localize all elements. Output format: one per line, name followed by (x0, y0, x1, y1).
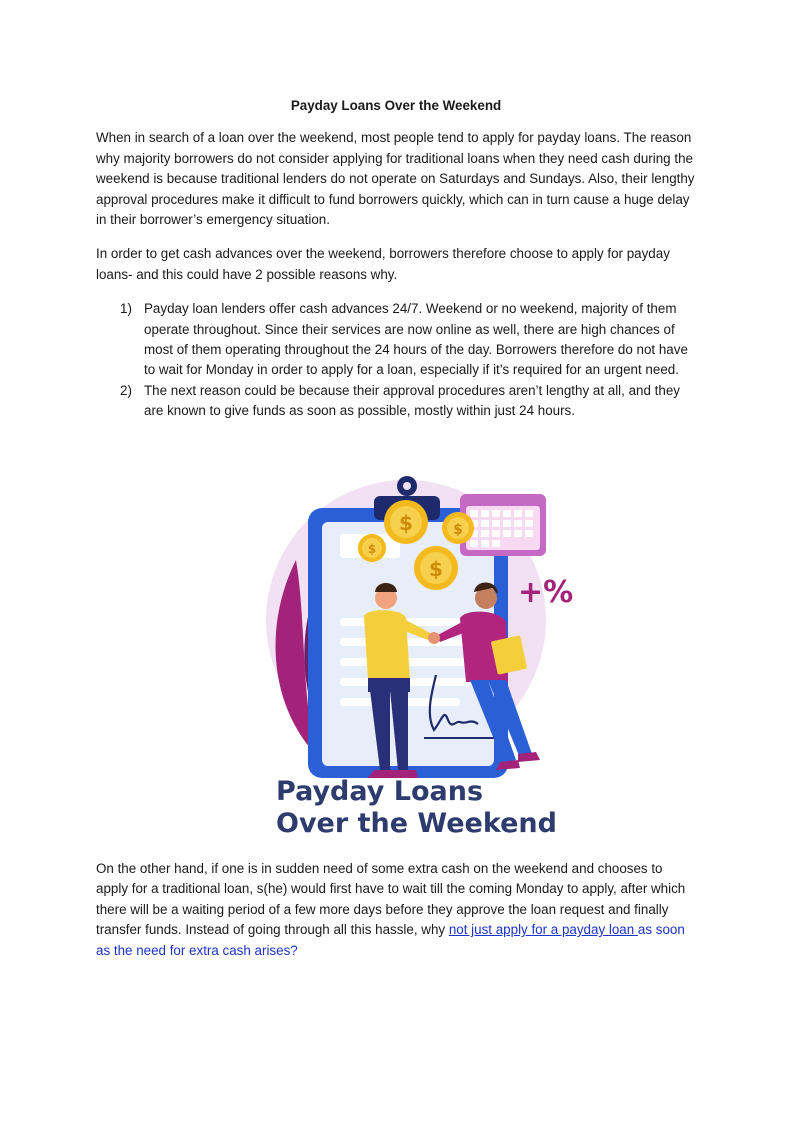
payday-loan-link[interactable]: not just apply for a payday loan (448, 922, 638, 938)
list-number: 2) (120, 382, 132, 398)
paragraph-closing (96, 859, 696, 961)
list-item-text: The next reason could be because their approval procedures aren’t lengthy at all, and they are known to give funds as soon as possible, mostly within just 24 hours. (144, 382, 680, 419)
payday-loans-illustration (256, 470, 576, 840)
svg-text:$: $ (399, 511, 413, 535)
handshake (428, 632, 440, 644)
illustration-svg (256, 470, 576, 840)
coin-icon (414, 546, 458, 590)
paragraph-intro: When in search of a loan over the weekend, most people tend to apply for payday loans. The reason why majority borrowers do not consider applying for traditional loans when they need cash during the weekend is because traditional lenders do not operate on Saturdays and Sundays. Also, their lengthy approval procedures make it difficult to fund borrowers quickly, which can in turn cause a huge delay in their borrower’s emergency situation. (96, 130, 695, 228)
paper-line (340, 638, 480, 646)
list-item-text: Payday loan lenders offer cash advances 24/7. Weekend or no weekend, majority of them operate throughout. Since their services are now online as well, there are high chances of most of them operating throughout the 24 hours of the day. Borrowers therefore do not have to wait for Monday in order to apply for a loan, especially if it’s required for an urgent need. (144, 301, 688, 378)
paragraph-reasons: In order to get cash advances over the weekend, borrowers therefore choose to apply for payday loans- and this could have 2 possible reasons why. (96, 246, 670, 282)
closing-tail-text: as soon as the need for extra cash arises? (96, 922, 685, 958)
list-number: 1) (120, 301, 132, 317)
closing-text: On the other hand, if one is in sudden need of some extra cash on the weekend and chooses to apply for a traditional loan, s(he) would first have to wait till the coming Monday to apply, after which there will be a waiting period of a few more days before they approve the loan request and finally transfer funds. Instead of going through all this hassle, why (96, 861, 686, 938)
coin-icon (384, 500, 428, 544)
reasons-list (96, 299, 696, 421)
page-title: Payday Loans Over the Weekend (290, 98, 502, 113)
list-item (96, 299, 696, 381)
document-page (96, 96, 696, 422)
coin-icon (442, 512, 474, 544)
svg-text:$: $ (367, 542, 377, 556)
illustration-caption-line1: Payday Loans (276, 776, 484, 807)
illustration-caption-line2: Over the Weekend (276, 808, 557, 839)
svg-text:$: $ (453, 522, 463, 538)
coin-icon (358, 534, 386, 562)
list-item (96, 381, 696, 422)
svg-text:$: $ (429, 557, 443, 581)
clip-hole-inner (403, 482, 411, 490)
percent-label: +% (518, 575, 574, 610)
